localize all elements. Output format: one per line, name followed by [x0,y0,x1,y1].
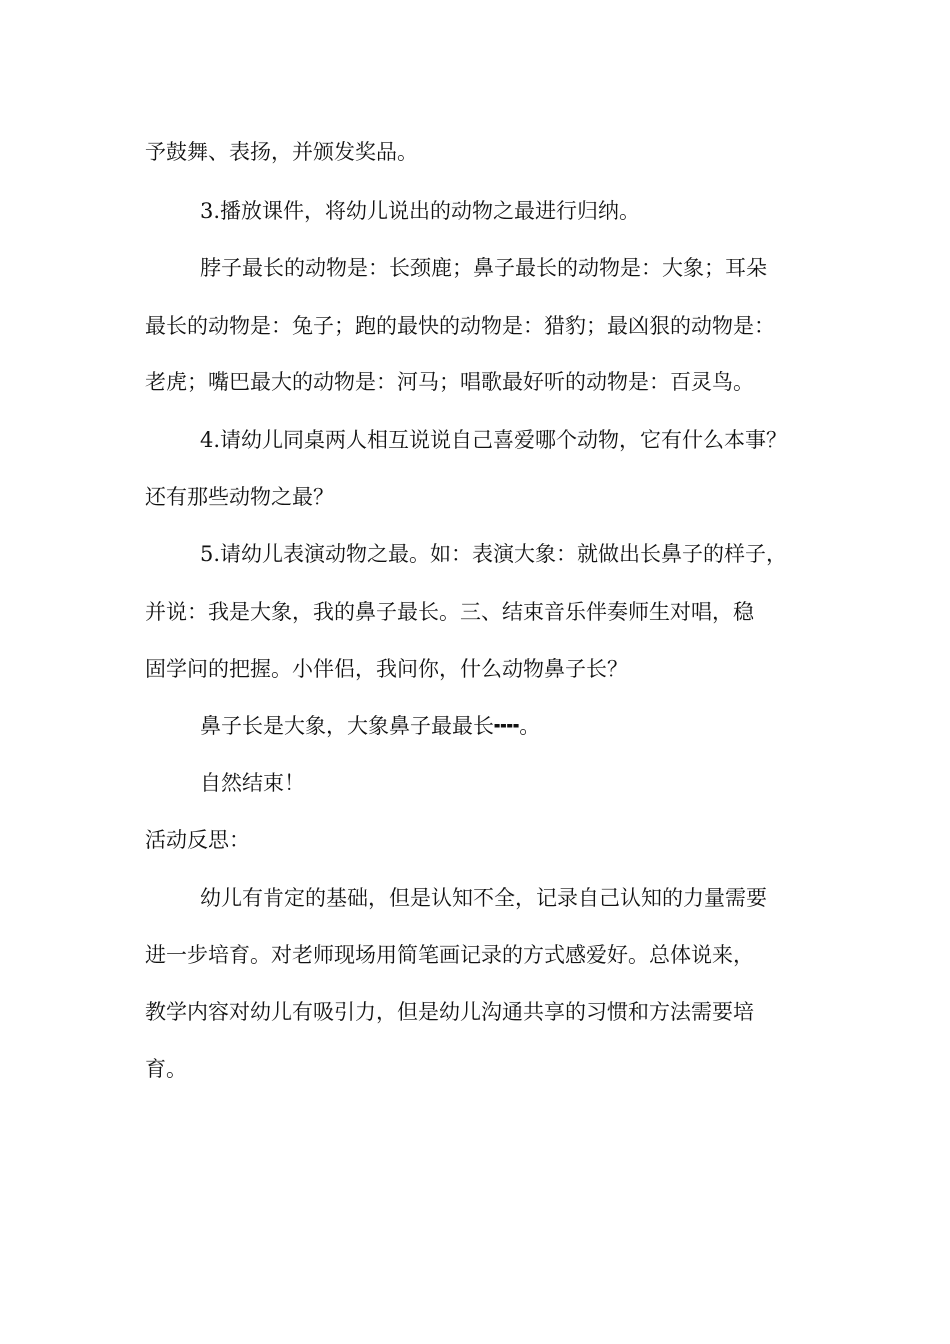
text-line: 鼻子长是大象，大象鼻子最最长╍╍。 [200,714,541,738]
text-line: 老虎；嘴巴最大的动物是：河马；唱歌最好听的动物是：百灵鸟。 [145,370,754,394]
text-line: 3.播放课件，将幼儿说出的动物之最进行归纳。 [200,199,641,223]
text-line: 还有那些动物之最？ [145,485,334,509]
text-line: 教学内容对幼儿有吸引力，但是幼儿沟通共享的习惯和方法需要培 [145,1000,754,1024]
text-line: 4.请幼儿同桌两人相互说说自己喜爱哪个动物，它有什么本事？ [200,428,788,452]
section-heading: 活动反思： [145,828,250,852]
text-line: 最长的动物是：兔子；跑的最快的动物是：猎豹；最凶狠的动物是： [145,314,775,338]
text-line: 自然结束！ [200,771,305,795]
text-line: 幼儿有肯定的基础，但是认知不全，记录自己认知的力量需要 [200,886,767,910]
text-line: 脖子最长的动物是：长颈鹿；鼻子最长的动物是：大象；耳朵 [200,256,767,280]
text-line: 育。 [145,1057,187,1081]
text-line: 固学问的把握。小伴侣，我问你，什么动物鼻子长？ [145,657,628,681]
text-line: 并说：我是大象，我的鼻子最长。三、结束音乐伴奏师生对唱，稳 [145,600,754,624]
text-line: 予鼓舞、表扬，并颁发奖品。 [145,140,418,164]
text-line: 进一步培育。对老师现场用简笔画记录的方式感爱好。总体说来， [145,943,754,967]
text-line: 5.请幼儿表演动物之最。如：表演大象：就做出长鼻子的样子， [200,542,788,566]
